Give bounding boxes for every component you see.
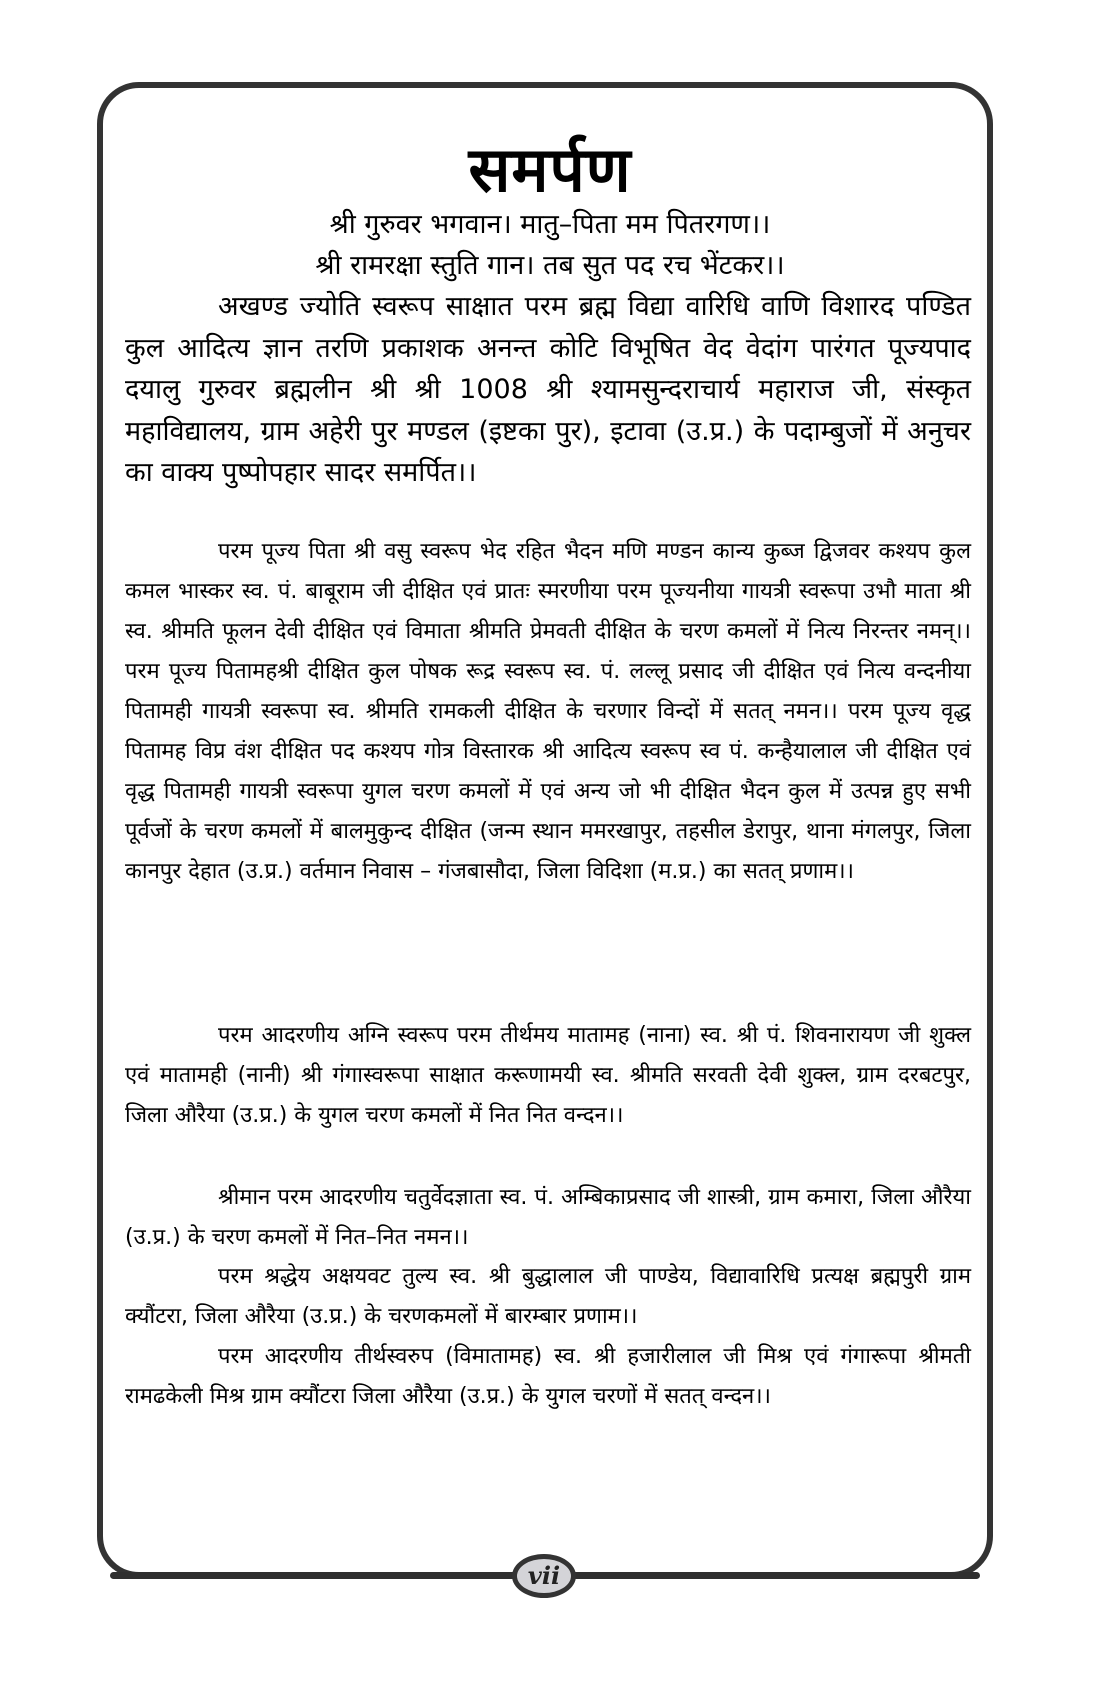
page-number-badge: vii (512, 1554, 576, 1598)
dedication-paragraph-pandey: परम श्रद्धेय अक्षयवट तुल्य स्व. श्री बुद्धालाल जी पाण्डेय, विद्यावारिधि प्रत्यक्ष ब्रह्मपुरी ग्राम क्यौंटरा, जिला औरैया (उ.प्र.) के चरणकमलों में बारम्बार प्रणाम।। (125, 1264, 971, 1329)
dedication-paragraph-maternal-grandparents: परम आदरणीय अग्नि स्वरूप परम तीर्थमय मातामह (नाना) स्व. श्री पं. शिवनारायण जी शुक्ल एवं मातामही (नानी) श्री गंगास्वरूपा साक्षात करूणामयी स्व. श्रीमति सरवती देवी शुक्ल, ग्राम दरबटपुर, जिला औरैया (उ.प्र.) के युगल चरण कमलों में नित नित वन्दन।। (125, 1023, 971, 1128)
dedication-paragraph-shastri: श्रीमान परम आदरणीय चतुर्वेदज्ञाता स्व. पं. अम्बिकाप्रसाद जी शास्त्री, ग्राम कमारा, जिला औरैया (उ.प्र.) के चरण कमलों में नित–नित नमन।। (125, 1185, 971, 1250)
dedication-paragraph-parents-ancestors: परम पूज्य पिता श्री वसु स्वरूप भेद रहित भैदन मणि मण्डन कान्य कुब्ज द्विजवर कश्यप कुल कमल भास्कर स्व. पं. बाबूराम जी दीक्षित एवं प्रातः स्मरणीया परम पूज्यनीया गायत्री स्वरूपा उभौ माता श्री स्व. श्रीमति फूलन देवी दीक्षित एवं विमाता श्रीमति प्रेमवती दीक्षित के चरण कमलों में नित्य निरन्तर नमन्।। परम पूज्य पितामहश्री दीक्षित कुल पोषक रूद्र स्वरूप स्व. पं. लल्लू प्रसाद जी दीक्षित एवं नित्य वन्दनीया पितामही गायत्री स्वरूपा स्व. श्रीमति रामकली दीक्षित के चरणार विन्दों में सतत् नमन।। परम पूज्य वृद्ध पितामह विप्र वंश दीक्षित पद कश्यप गोत्र विस्तारक श्री आदित्य स्वरूप स्व पं. कन्हैयालाल जी दीक्षित एवं वृद्ध पितामही गायत्री स्वरूपा युगल चरण कमलों में एवं अन्य जो भी दीक्षित भैदन कुल में उत्पन्न हुए सभी पूर्वजों के चरण कमलों में बालमुकुन्द दीक्षित (जन्म स्थान ममरखापुर, तहसील डेरापुर, थाना मंगलपुर, जिला कानपुर देहात (उ.प्र.) वर्तमान निवास – गंजबासौदा, जिला विदिशा (म.प्र.) का सतत् प्रणाम।। (125, 539, 971, 884)
dedication-verse-line-2: श्री रामरक्षा स्तुति गान। तब सुत पद रच भेंटकर।। (315, 250, 785, 281)
dedication-verse-line-1: श्री गुरुवर भगवान। मातु–पिता मम पितरगण।। (329, 209, 771, 240)
dedication-paragraph-mishra: परम आदरणीय तीर्थस्वरुप (विमातामह) स्व. श्री हजारीलाल जी मिश्र एवं गंगारूपा श्रीमती रामढकेली मिश्र ग्राम क्यौंटरा जिला औरैया (उ.प्र.) के युगल चरणों में सतत् वन्दन।। (125, 1344, 971, 1409)
dedication-paragraph-guru: अखण्ड ज्योति स्वरूप साक्षात परम ब्रह्म विद्या वारिधि वाणि विशारद पण्डित कुल आदित्य ज्ञान तरणि प्रकाशक अनन्त कोटि विभूषित वेद वेदांग पारंगत पूज्यपाद दयालु गुरुवर ब्रह्मलीन श्री श्री 1008 श्री श्यामसुन्दराचार्य महाराज जी, संस्कृत महाविद्यालय, ग्राम अहेरी पुर मण्डल (इष्टका पुर), इटावा (उ.प्र.) के पदाम्बुजों में अनुचर का वाक्य पुष्पोपहार सादर समर्पित।। (125, 291, 971, 488)
page-title: समर्पण (468, 133, 632, 206)
